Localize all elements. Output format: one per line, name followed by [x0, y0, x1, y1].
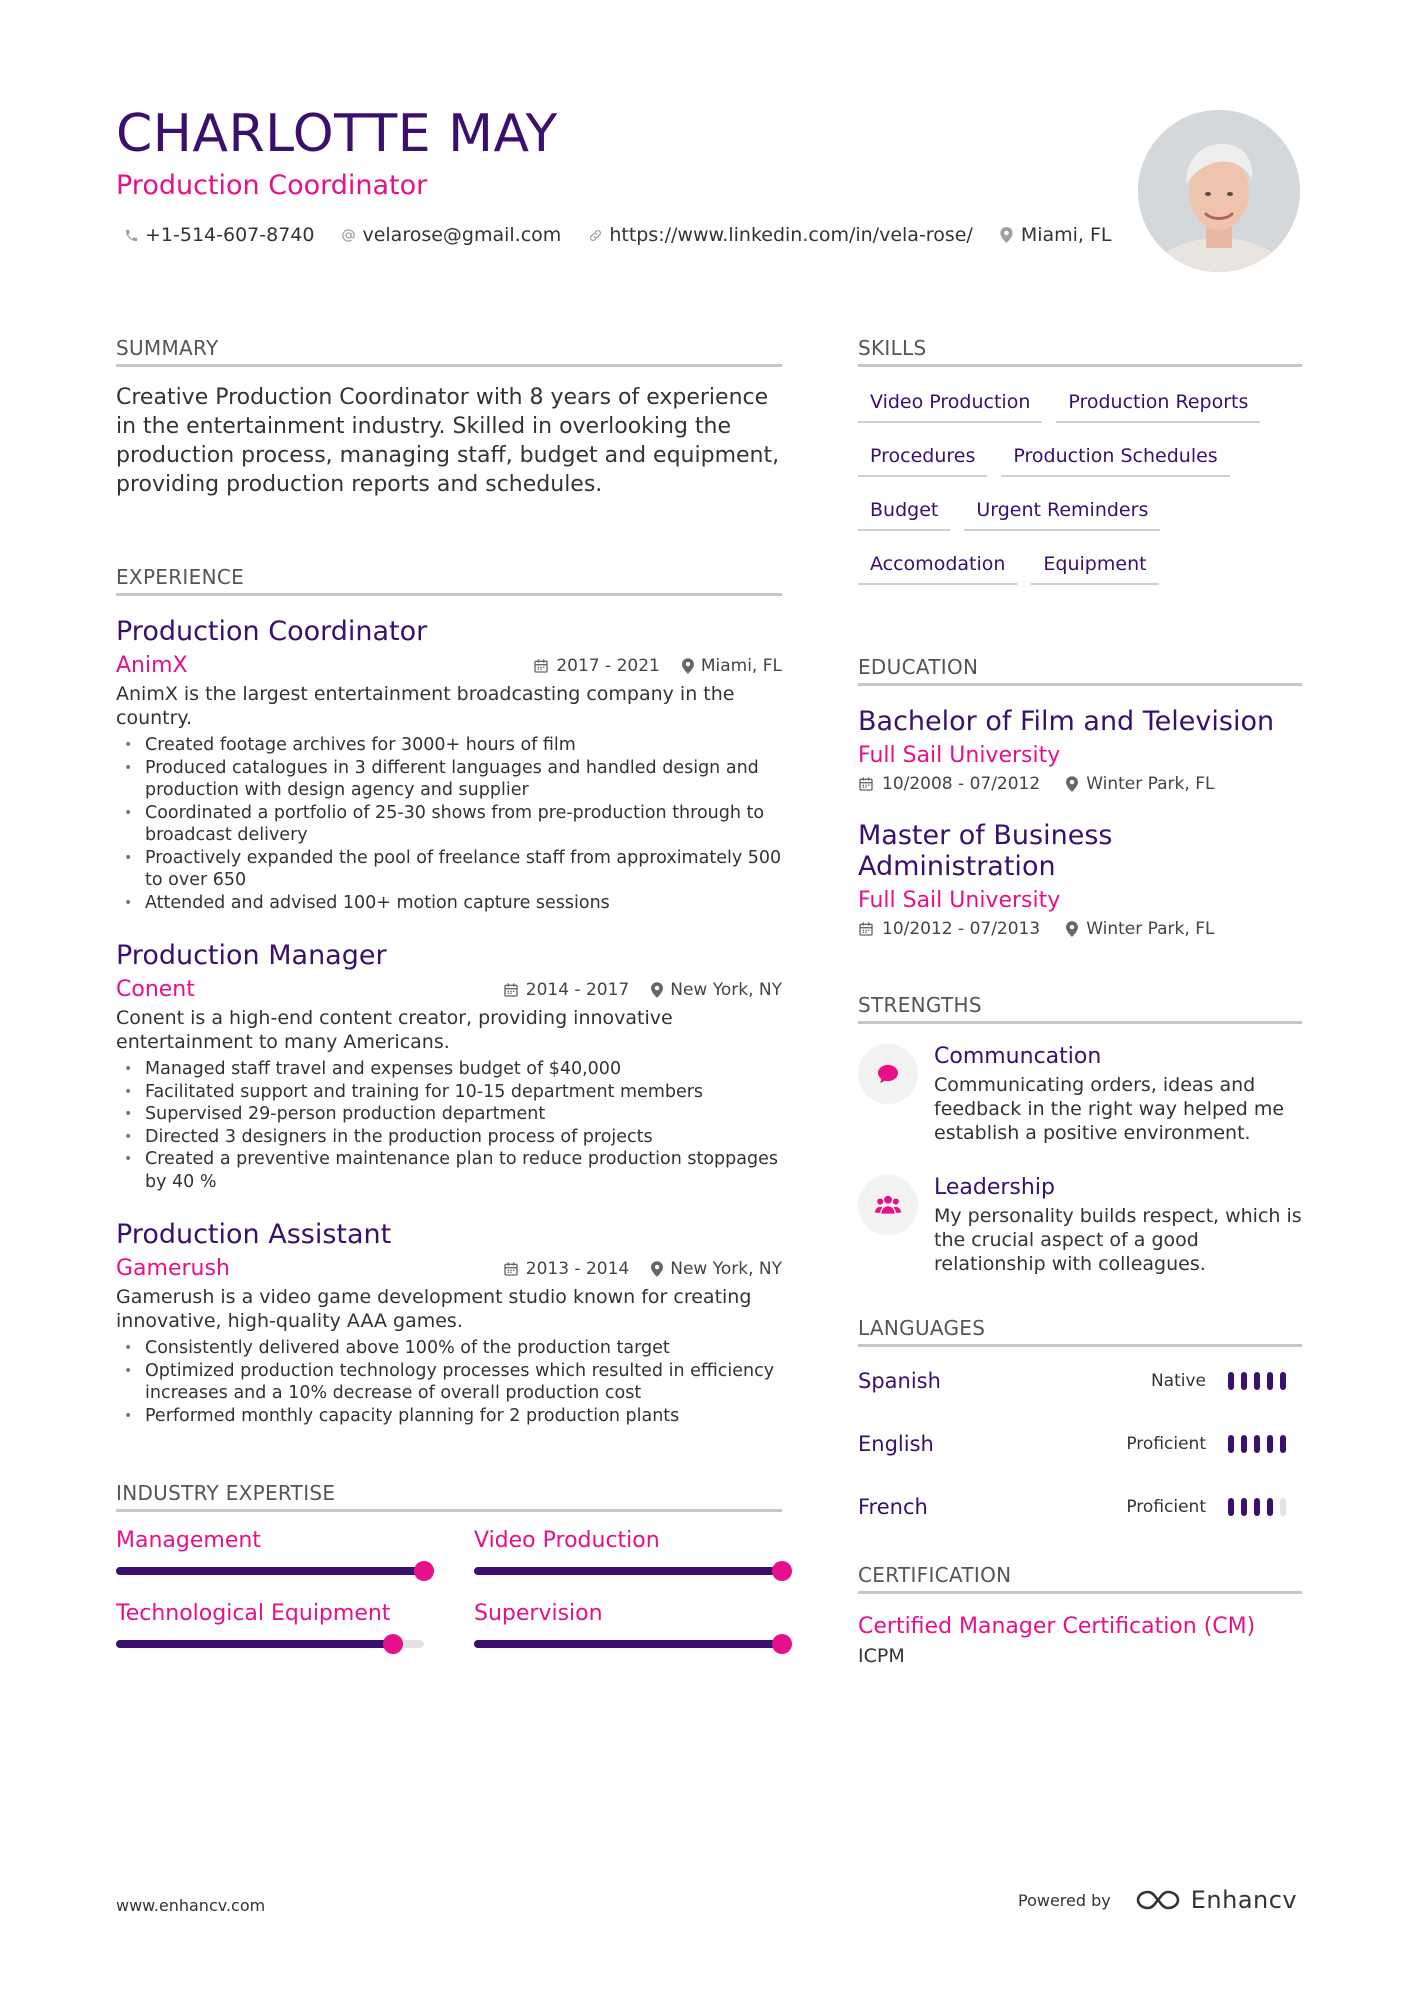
language-level-bar [1267, 1498, 1273, 1516]
expertise-item [116, 1601, 426, 1648]
calendar-icon [858, 776, 874, 792]
certification-entry [858, 1614, 1302, 1667]
list-item: • Coordinated a portfolio of 25-30 shows from pre-production through to broadcast delivery [116, 802, 782, 847]
language-level-bar [1254, 1435, 1260, 1453]
skills-heading: SKILLS [858, 336, 1302, 367]
expertise-handle [772, 1561, 792, 1581]
expertise-name: Video Production [474, 1528, 660, 1553]
job-entry [116, 940, 782, 1193]
enhancv-logo-icon [1135, 1888, 1181, 1912]
language-level: Proficient [1126, 1434, 1206, 1454]
expertise-item [474, 1528, 784, 1575]
language-level-bar [1228, 1435, 1234, 1453]
summary-section [116, 336, 782, 499]
expertise-item [474, 1601, 784, 1648]
language-item [858, 1430, 1302, 1458]
list-item: • Directed 3 designers in the production process of projects [116, 1126, 782, 1149]
certification-issuer: ICPM [858, 1645, 905, 1667]
certification-heading: CERTIFICATION [858, 1563, 1302, 1594]
footer-branding [1018, 1886, 1297, 1914]
job-description: Conent is a high-end content creator, providing innovative entertainment to many Americans. [116, 1007, 673, 1053]
language-name: Spanish [858, 1369, 941, 1393]
experience-heading: EXPERIENCE [116, 565, 782, 596]
job-bullets [116, 734, 782, 914]
job-entry [116, 616, 782, 914]
footer-website[interactable]: www.enhancv.com [116, 1896, 266, 1915]
expertise-item [116, 1528, 426, 1575]
right-column [858, 336, 1302, 1667]
expertise-heading: INDUSTRY EXPERTISE [116, 1481, 782, 1512]
language-item [858, 1493, 1302, 1521]
expertise-grid [116, 1528, 782, 1648]
strengths-section [858, 993, 1302, 1276]
languages-section [858, 1316, 1302, 1521]
education-entry [858, 820, 1302, 939]
language-level: Native [1150, 1371, 1206, 1391]
language-level-bar [1267, 1372, 1273, 1390]
language-level-bar [1241, 1435, 1247, 1453]
strength-item [858, 1175, 1302, 1276]
calendar-icon [503, 1261, 519, 1277]
list-item: • Performed monthly capacity planning for 2 production plants [116, 1405, 782, 1428]
education-school: Full Sail University [858, 888, 1061, 913]
candidate-role: Production Coordinator [116, 170, 428, 201]
job-dates: 2014 - 2017 [525, 979, 630, 1000]
experience-section [116, 565, 782, 1427]
expertise-section [116, 1481, 782, 1648]
languages-heading: LANGUAGES [858, 1316, 1302, 1347]
expertise-fill [474, 1567, 782, 1575]
strength-title: Leadership [934, 1175, 1055, 1200]
skill-tag: Urgent Reminders [964, 491, 1160, 531]
location-pin-icon [651, 1261, 663, 1277]
list-item: • Supervised 29-person production department [116, 1103, 782, 1126]
brand-name[interactable]: Enhancv [1190, 1886, 1298, 1914]
chat-bubble-icon [858, 1044, 918, 1104]
list-item: • Attended and advised 100+ motion capture sessions [116, 892, 782, 915]
job-entry [116, 1219, 782, 1427]
users-icon [858, 1175, 918, 1235]
education-dates: 10/2012 - 07/2013 [882, 919, 1041, 939]
language-level-bars [1228, 1498, 1286, 1516]
calendar-icon [503, 982, 519, 998]
powered-by-text: Powered by [1018, 1890, 1111, 1910]
at-icon [340, 227, 356, 243]
language-level-bar [1228, 1372, 1234, 1390]
list-item: • Consistently delivered above 100% of the production target [116, 1337, 782, 1360]
certification-title: Certified Manager Certification (CM) [858, 1614, 1256, 1639]
language-level-bar [1254, 1372, 1260, 1390]
location-text: Miami, FL [1020, 224, 1112, 246]
summary-heading: SUMMARY [116, 336, 782, 367]
language-item [858, 1367, 1302, 1395]
left-column [116, 336, 782, 1648]
job-bullets [116, 1337, 782, 1427]
location-pin-icon [651, 982, 663, 998]
contact-linkedin[interactable] [587, 224, 972, 246]
job-company: Conent [116, 977, 195, 1002]
skill-tag: Equipment [1031, 545, 1158, 585]
skill-tag: Video Production [858, 383, 1042, 423]
education-location: Winter Park, FL [1086, 774, 1215, 794]
job-description: AnimX is the largest entertainment broadcasting company in the country. [116, 683, 735, 729]
expertise-handle [383, 1634, 403, 1654]
education-section [858, 655, 1302, 939]
job-title: Production Assistant [116, 1219, 392, 1250]
job-company: Gamerush [116, 1256, 230, 1281]
list-item: • Proactively expanded the pool of freelance staff from approximately 500 to over 650 [116, 847, 782, 892]
list-item: • Managed staff travel and expenses budget of $40,000 [116, 1058, 782, 1081]
expertise-bar [474, 1567, 782, 1575]
skill-tag: Procedures [858, 437, 987, 477]
list-item: • Created a preventive maintenance plan to reduce production stoppages by 40 % [116, 1148, 782, 1193]
education-degree: Bachelor of Film and Television [858, 706, 1275, 737]
link-icon [587, 227, 603, 243]
expertise-fill [474, 1640, 782, 1648]
expertise-fill [116, 1640, 393, 1648]
job-title: Production Manager [116, 940, 387, 971]
phone-text: +1-514-607-8740 [145, 224, 315, 246]
list-item: • Optimized production technology processes which resulted in efficiency increases and a 10% decrease of overall production cost [116, 1360, 782, 1405]
language-level-bar [1228, 1498, 1234, 1516]
email-text: velarose@gmail.com [362, 224, 562, 246]
expertise-name: Supervision [474, 1601, 603, 1626]
expertise-bar [116, 1640, 424, 1648]
language-level-bar [1280, 1372, 1286, 1390]
summary-text: Creative Production Coordinator with 8 years of experience in the entertainment industry. Skilled in overlooking the production process, managing staff, budget and equipment, providing production reports and schedules. [116, 385, 780, 497]
language-level-bar [1280, 1498, 1286, 1516]
language-level-bar [1280, 1435, 1286, 1453]
job-description: Gamerush is a video game development studio known for creating innovative, high-quality AAA games. [116, 1286, 752, 1332]
phone-icon [123, 227, 139, 243]
job-title: Production Coordinator [116, 616, 428, 647]
profile-photo [1138, 110, 1300, 272]
education-entry [858, 706, 1302, 794]
education-school: Full Sail University [858, 743, 1061, 768]
calendar-icon [533, 658, 549, 674]
expertise-fill [116, 1567, 424, 1575]
list-item: • Produced catalogues in 3 different languages and handled design and production with design agency and supplier [116, 757, 782, 802]
education-degree: Master of Business Administration [858, 820, 1113, 882]
calendar-icon [858, 921, 874, 937]
skills-section [858, 336, 1302, 585]
expertise-handle [414, 1561, 434, 1581]
job-location: New York, NY [670, 1258, 782, 1279]
location-pin-icon [999, 227, 1015, 243]
language-level-bar [1254, 1498, 1260, 1516]
location-pin-icon [1066, 776, 1078, 792]
strength-description: My personality builds respect, which is the crucial aspect of a good relationship with colleagues. [934, 1205, 1302, 1275]
contact-bar [123, 224, 1138, 246]
expertise-name: Technological Equipment [116, 1601, 391, 1626]
skill-tag: Accomodation [858, 545, 1017, 585]
expertise-bar [116, 1567, 424, 1575]
language-level: Proficient [1126, 1497, 1206, 1517]
certification-section [858, 1563, 1302, 1667]
job-company: AnimX [116, 653, 188, 678]
contact-phone[interactable] [123, 224, 314, 246]
language-level-bars [1228, 1435, 1286, 1453]
language-name: English [858, 1432, 934, 1456]
strength-title: Communcation [934, 1044, 1102, 1069]
location-pin-icon [682, 658, 694, 674]
skill-tag: Production Schedules [1001, 437, 1229, 477]
education-heading: EDUCATION [858, 655, 1302, 686]
language-level-bar [1241, 1372, 1247, 1390]
language-level-bars [1228, 1372, 1286, 1390]
expertise-name: Management [116, 1528, 261, 1553]
location-pin-icon [1066, 921, 1078, 937]
job-bullets [116, 1058, 782, 1193]
job-dates: 2017 - 2021 [556, 655, 660, 676]
education-location: Winter Park, FL [1086, 919, 1215, 939]
list-item: • Created footage archives for 3000+ hours of film [116, 734, 782, 757]
languages-list [858, 1367, 1302, 1521]
language-level-bar [1241, 1498, 1247, 1516]
strength-description: Communicating orders, ideas and feedback in the right way helped me establish a positive environment. [934, 1074, 1285, 1144]
job-location: Miami, FL [700, 655, 782, 676]
language-level-bar [1267, 1435, 1273, 1453]
linkedin-text: https://www.linkedin.com/in/vela-rose/ [609, 224, 973, 246]
candidate-name: CHARLOTTE MAY [116, 104, 558, 164]
strength-item [858, 1044, 1302, 1145]
contact-email[interactable] [340, 224, 561, 246]
contact-location [999, 224, 1112, 246]
skill-tag: Production Reports [1056, 383, 1260, 423]
expertise-handle [772, 1634, 792, 1654]
job-dates: 2013 - 2014 [525, 1258, 630, 1279]
strengths-heading: STRENGTHS [858, 993, 1302, 1024]
list-item: • Facilitated support and training for 10-15 department members [116, 1081, 782, 1104]
job-location: New York, NY [670, 979, 782, 1000]
expertise-bar [474, 1640, 782, 1648]
skill-tag: Budget [858, 491, 950, 531]
education-dates: 10/2008 - 07/2012 [882, 774, 1041, 794]
language-name: French [858, 1495, 928, 1519]
skills-list [858, 383, 1302, 585]
